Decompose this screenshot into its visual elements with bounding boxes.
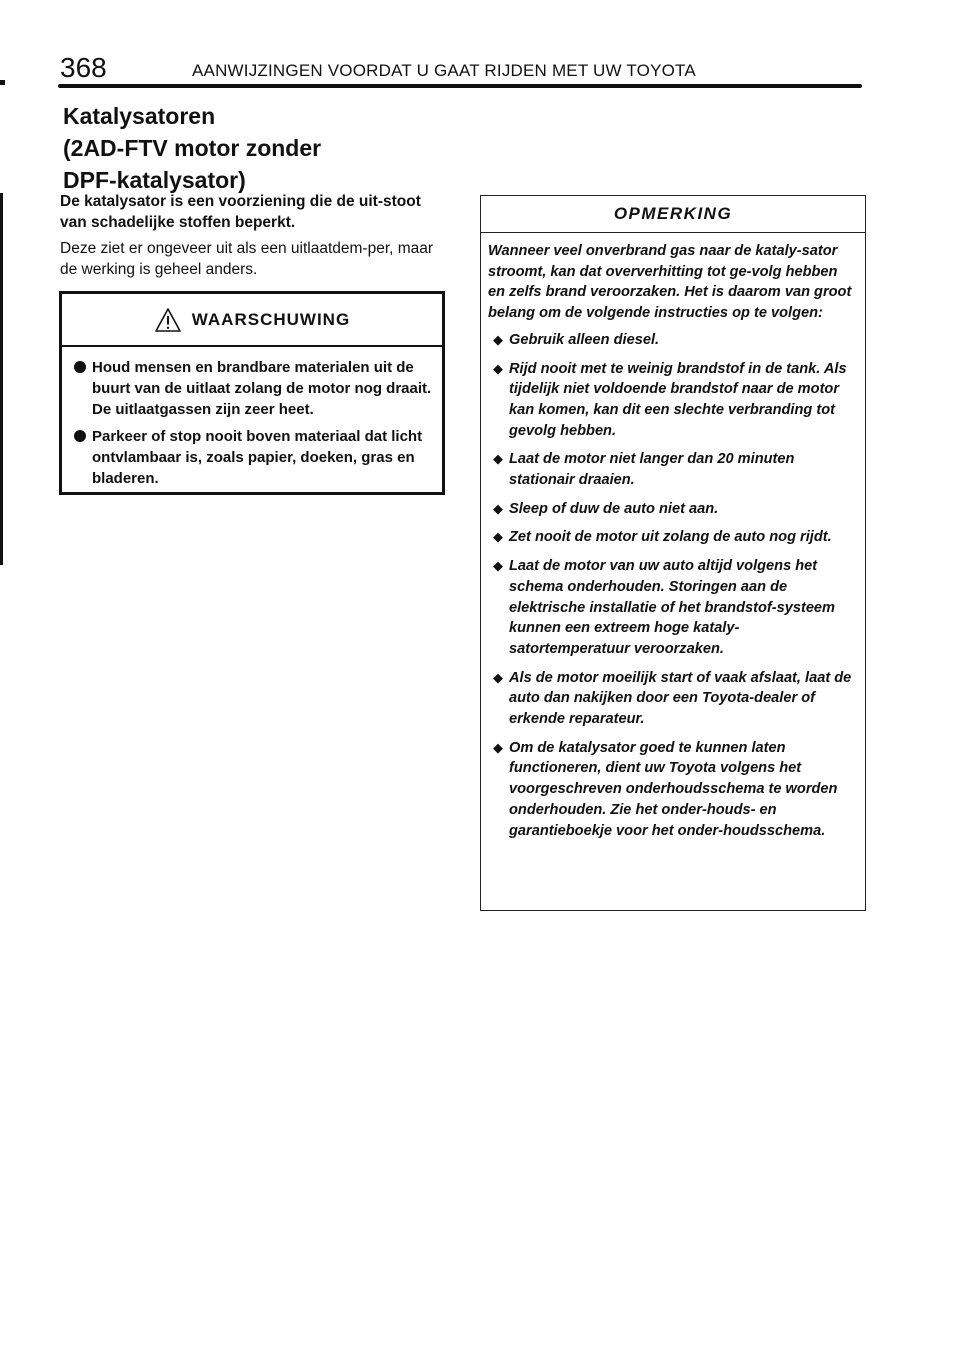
bullet-dot-icon <box>74 361 86 373</box>
header-rule <box>58 84 862 88</box>
warning-box <box>59 291 445 495</box>
margin-mark <box>0 80 5 85</box>
warning-header <box>62 294 442 347</box>
note-list <box>481 330 865 841</box>
intro-paragraph: Deze ziet er ongeveer uit als een uitlaatdem-per, maar de werking is geheel anders. <box>60 240 434 278</box>
warning-title: WAARSCHUWING <box>191 309 351 329</box>
note-item-text: Zet nooit de motor uit zolang de auto nog rijdt. <box>509 529 832 546</box>
note-title: OPMERKING <box>613 204 733 223</box>
note-intro: Wanneer veel onverbrand gas naar de kataly-sator stroomt, kan dat oververhitting tot ge-volg hebben en zelfs brand veroorzaken. Het is daarom van groot belang om de volgende instructies op te volgen: <box>488 243 852 322</box>
note-item <box>493 499 859 520</box>
diamond-bullet-icon: ◆ <box>493 331 503 347</box>
warning-item-text: Houd mensen en brandbare materialen uit de buurt van de uitlaat zolang de motor nog draait. De uitlaatgassen zijn zeer heet. <box>92 359 432 418</box>
note-item <box>493 738 859 842</box>
note-header <box>481 196 865 233</box>
note-item <box>493 527 859 548</box>
section-title-line: DPF-katalysator) <box>63 167 246 193</box>
note-item-text: Om de katalysator goed te kunnen laten functioneren, dient uw Toyota volgens het voorgeschreven onderhoudsschema te worden onderhouden. Zie het onder-houds- en garantieboekje voor het onder-houdsschema. <box>509 739 838 839</box>
diamond-bullet-icon: ◆ <box>493 451 503 467</box>
note-item <box>493 449 859 490</box>
note-item-text: Laat de motor niet langer dan 20 minuten stationair draaien. <box>509 451 795 489</box>
note-item-text: Gebruik alleen diesel. <box>509 331 660 348</box>
margin-bar <box>0 193 3 565</box>
note-box <box>480 195 866 911</box>
warning-list <box>62 347 442 489</box>
bullet-dot-icon <box>74 430 86 442</box>
page-number: 368 <box>60 52 107 83</box>
section-title-line: Katalysatoren <box>63 103 216 129</box>
warning-triangle-icon <box>154 307 182 333</box>
running-title: AANWIJZINGEN VOORDAT U GAAT RIJDEN MET UW TOYOTA <box>192 61 696 80</box>
warning-item <box>74 426 436 489</box>
note-item <box>493 668 859 730</box>
section-title-line: (2AD-FTV motor zonder <box>63 135 322 161</box>
note-item-text: Sleep of duw de auto niet aan. <box>509 500 719 517</box>
diamond-bullet-icon: ◆ <box>493 558 503 574</box>
note-item-text: Rijd nooit met te weinig brandstof in de tank. Als tijdelijk niet voldoende brandstof naar de motor kan komen, kan dit een slechte verbranding tot gevolg hebben. <box>509 360 847 439</box>
note-item <box>493 556 859 660</box>
diamond-bullet-icon: ◆ <box>493 739 503 755</box>
diamond-bullet-icon: ◆ <box>493 500 503 516</box>
intro-bold-paragraph: De katalysator is een voorziening die de uit-stoot van schadelijke stoffen beperkt. <box>60 193 421 231</box>
note-item-text: Laat de motor van uw auto altijd volgens het schema onderhouden. Storingen aan de elektrische installatie of het brandstof-systeem kunnen een extreem hoge kataly-satortemperatuur veroorzaken. <box>509 558 836 657</box>
diamond-bullet-icon: ◆ <box>493 669 503 685</box>
diamond-bullet-icon: ◆ <box>493 360 503 376</box>
warning-item <box>74 357 436 420</box>
diamond-bullet-icon: ◆ <box>493 529 503 545</box>
note-item <box>493 330 859 351</box>
section-title <box>63 100 321 196</box>
note-item <box>493 359 859 442</box>
note-item-text: Als de motor moeilijk start of vaak afslaat, laat de auto dan nakijken door een Toyota-dealer of erkende reparateur. <box>509 669 852 728</box>
warning-item-text: Parkeer of stop nooit boven materiaal dat licht ontvlambaar is, zoals papier, doeken, gras en bladeren. <box>92 428 423 487</box>
